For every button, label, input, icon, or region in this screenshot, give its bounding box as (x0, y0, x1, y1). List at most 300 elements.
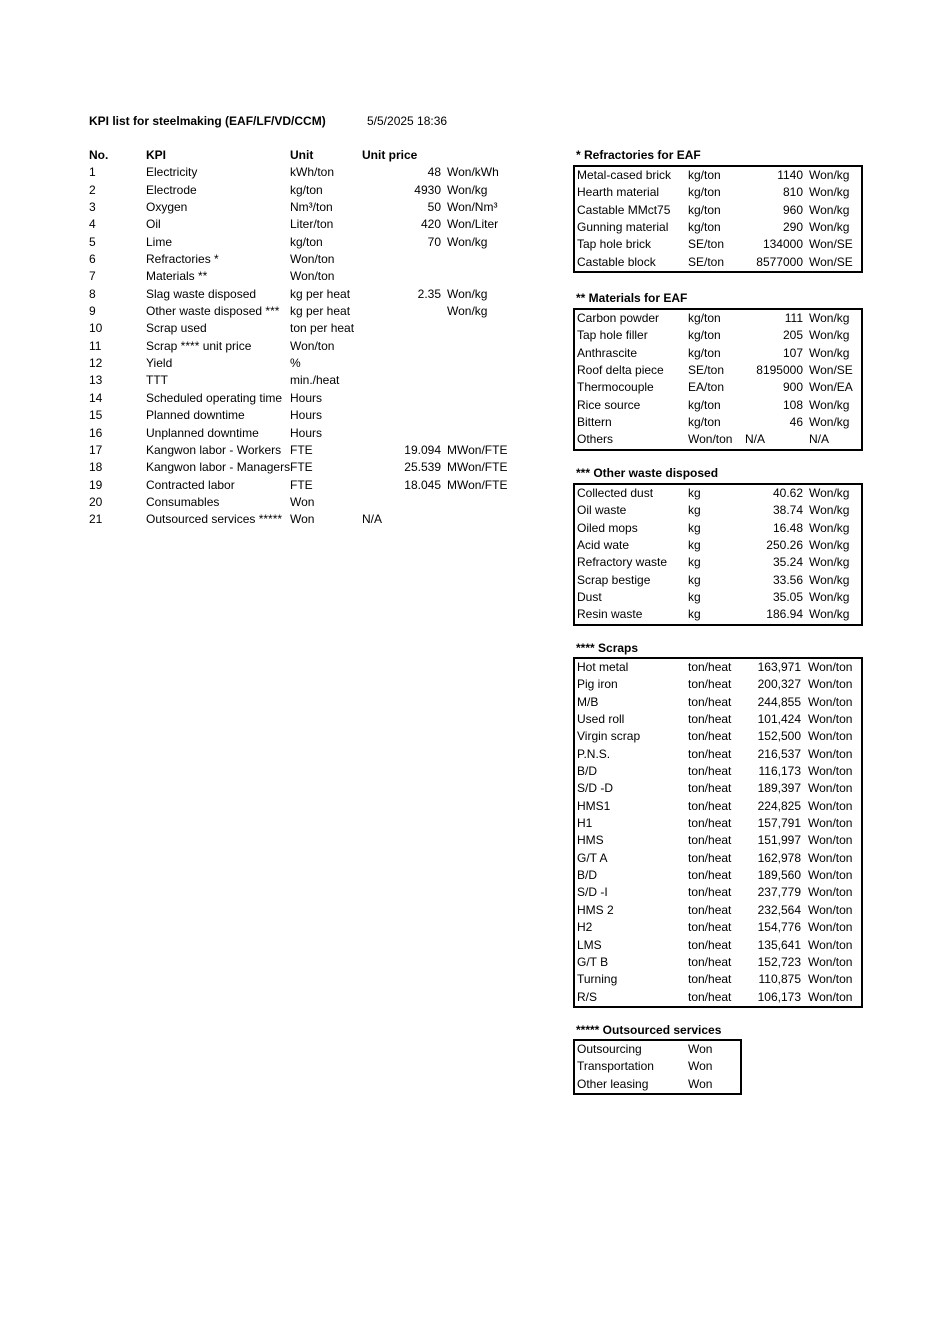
item-name: Collected dust (577, 486, 654, 500)
item-unit: kg/ton (688, 168, 721, 182)
kpi-row (88, 459, 518, 476)
item-name: HMS (577, 833, 604, 848)
item-price-unit: Won/ton (808, 816, 853, 831)
item-price: 189,560 (757, 868, 801, 883)
page-title: KPI list for steelmaking (EAF/LF/VD/CCM) (89, 114, 326, 128)
outsourced-row (575, 1041, 740, 1058)
item-name: P.N.S. (577, 746, 611, 761)
other-waste-row (575, 589, 861, 606)
kpi-number: 11 (89, 338, 102, 353)
item-price-unit: Won/ton (808, 677, 853, 692)
item-unit: Won/ton (688, 432, 733, 447)
item-name: Carbon powder (577, 311, 660, 325)
kpi-row (88, 407, 518, 424)
item-name: Transportation (577, 1059, 654, 1074)
item-unit: ton/heat (688, 712, 732, 727)
item-name: Acid wate (577, 538, 630, 553)
kpi-number: 20 (89, 494, 103, 509)
kpi-unit: Hours (290, 390, 323, 405)
other-waste-row (575, 502, 861, 519)
item-price: 960 (782, 202, 803, 217)
item-price-unit: Won/kg (809, 590, 850, 605)
other-waste-row (575, 520, 861, 537)
item-price: 151,997 (757, 833, 801, 848)
kpi-unit: FTE (290, 460, 313, 475)
scraps-row (575, 780, 861, 797)
item-price: 134000 (762, 237, 803, 252)
kpi-number: 17 (89, 442, 103, 457)
kpi-number: 12 (89, 356, 103, 371)
kpi-unit-price: 50 (427, 200, 441, 215)
item-price: 186.94 (766, 607, 803, 622)
item-unit: Won (688, 1059, 713, 1074)
item-name: Metal-cased brick (577, 168, 672, 182)
item-name: LMS (577, 937, 602, 952)
kpi-number: 8 (89, 286, 96, 301)
item-price-unit: Won/kg (809, 520, 850, 535)
item-name: Other leasing (577, 1076, 649, 1091)
kpi-unit-price: 420 (420, 217, 441, 232)
item-price: 38.74 (772, 503, 803, 518)
item-price-unit: Won/ton (808, 729, 853, 744)
other-waste-row (575, 572, 861, 589)
item-name: S/D -D (577, 781, 613, 796)
header-unit: Unit (290, 148, 314, 162)
kpi-unit: Won/ton (290, 338, 335, 353)
item-name: Virgin scrap (577, 729, 641, 744)
kpi-unit-price: 4930 (414, 182, 441, 197)
item-unit: SE/ton (688, 254, 725, 269)
item-name: Tap hole filler (577, 328, 648, 343)
item-price: 237,779 (757, 885, 801, 900)
kpi-unit-price-unit: Won/Nm³ (447, 200, 498, 215)
kpi-number: 3 (89, 200, 96, 215)
item-price-unit: Won/kg (809, 572, 850, 587)
kpi-number: 9 (89, 304, 96, 319)
item-price-unit: Won/ton (808, 712, 853, 727)
materials-row (575, 345, 861, 362)
item-unit: kg/ton (688, 345, 721, 360)
item-price-unit: Won/kg (809, 415, 850, 430)
kpi-name: Yield (146, 356, 173, 371)
item-price: 290 (782, 220, 803, 235)
item-price: 232,564 (757, 902, 801, 917)
kpi-name: Scrap used (146, 321, 207, 336)
scraps-row (575, 815, 861, 832)
scraps-row (575, 832, 861, 849)
scraps-row (575, 659, 861, 676)
kpi-row (88, 338, 518, 355)
kpi-unit: min./heat (290, 373, 340, 388)
kpi-name: TTT (146, 373, 168, 388)
kpi-row (88, 199, 518, 216)
kpi-row (88, 425, 518, 442)
item-name: Oiled mops (577, 520, 638, 535)
kpi-unit: % (290, 356, 301, 371)
kpi-unit-price-unit: Won/kg (447, 286, 488, 301)
item-price: 189,397 (757, 781, 801, 796)
kpi-row (88, 390, 518, 407)
item-price-unit: Won/ton (808, 850, 853, 865)
item-unit: kg/ton (688, 415, 721, 430)
item-name: B/D (577, 868, 598, 883)
kpi-number: 13 (89, 373, 103, 388)
kpi-name: Electrode (146, 182, 197, 197)
header-kpi: KPI (146, 148, 167, 162)
kpi-name: Slag waste disposed (146, 286, 257, 301)
item-unit: kg/ton (688, 202, 721, 217)
refractories-row (575, 202, 861, 219)
kpi-number: 15 (89, 408, 103, 423)
item-name: Thermocouple (577, 380, 654, 395)
item-price: 8577000 (756, 254, 803, 269)
item-unit: ton/heat (688, 833, 732, 848)
item-unit: ton/heat (688, 677, 732, 692)
scraps-row (575, 919, 861, 936)
kpi-name: Refractories * (146, 252, 219, 267)
item-name: Bittern (577, 415, 612, 430)
item-unit: kg (688, 572, 701, 587)
outsourced-title: ***** Outsourced services (576, 1023, 722, 1037)
item-name: Scrap bestige (577, 572, 651, 587)
kpi-unit: Won/ton (290, 252, 335, 267)
kpi-unit: Nm³/ton (290, 200, 333, 215)
item-price-unit: Won/kg (809, 503, 850, 518)
item-price-unit: Won/kg (809, 168, 850, 182)
kpi-row (88, 303, 518, 320)
kpi-unit-price-unit: MWon/FTE (447, 477, 508, 492)
item-price-unit: Won/EA (809, 380, 853, 395)
kpi-number: 6 (89, 252, 96, 267)
scraps-row (575, 884, 861, 901)
kpi-unit-price-unit: Won/kg (447, 182, 488, 197)
item-unit: kg (688, 538, 701, 553)
scraps-row (575, 902, 861, 919)
item-price: 152,500 (757, 729, 801, 744)
item-unit: kg/ton (688, 220, 721, 235)
other-waste-row (575, 537, 861, 554)
item-unit: ton/heat (688, 798, 732, 813)
item-price-unit: Won/kg (809, 397, 850, 412)
item-unit: ton/heat (688, 729, 732, 744)
kpi-name: Oil (146, 217, 161, 232)
item-price-unit: Won/kg (809, 311, 850, 325)
kpi-number: 14 (89, 390, 103, 405)
item-unit: ton/heat (688, 816, 732, 831)
timestamp: 5/5/2025 18:36 (367, 114, 448, 128)
item-name: G/T A (577, 850, 608, 865)
refractories-table (573, 165, 863, 273)
item-name: Oil waste (577, 503, 627, 518)
kpi-name: Consumables (146, 494, 220, 509)
item-price-unit: Won/SE (809, 363, 853, 378)
kpi-number: 10 (89, 321, 103, 336)
item-price: 35.24 (772, 555, 803, 570)
kpi-unit-price: 70 (427, 234, 441, 249)
item-name: Refractory waste (577, 555, 668, 570)
item-unit: ton/heat (688, 989, 732, 1004)
kpi-unit-price-unit: Won/Liter (447, 217, 499, 232)
kpi-name: Kangwon labor - Managers (146, 460, 291, 475)
kpi-name: Scheduled operating time (146, 390, 283, 405)
kpi-number: 5 (89, 234, 96, 249)
kpi-name: Contracted labor (146, 477, 235, 492)
scraps-row (575, 954, 861, 971)
item-name: Gunning material (577, 220, 669, 235)
item-name: Outsourcing (577, 1042, 642, 1056)
other-waste-table (573, 483, 863, 626)
item-unit: SE/ton (688, 237, 725, 252)
kpi-row (88, 320, 518, 337)
kpi-row (88, 494, 518, 511)
materials-row (575, 414, 861, 431)
item-unit: ton/heat (688, 850, 732, 865)
kpi-unit-price: 19.094 (404, 442, 441, 457)
other-waste-title: *** Other waste disposed (576, 466, 719, 480)
item-unit: kg (688, 486, 701, 500)
kpi-name: Other waste disposed *** (146, 304, 280, 319)
item-price-unit: Won/ton (808, 694, 853, 709)
header-no: No. (89, 148, 109, 162)
kpi-unit-price-unit: Won/kg (447, 234, 488, 249)
kpi-unit-price-na: N/A (362, 512, 383, 527)
item-price: 224,825 (757, 798, 801, 813)
scraps-row (575, 937, 861, 954)
kpi-unit-price-unit: Won/kWh (447, 165, 499, 180)
outsourced-row (575, 1076, 740, 1093)
refractories-row (575, 184, 861, 201)
kpi-unit-price: 48 (427, 165, 441, 180)
item-price: 900 (782, 380, 803, 395)
kpi-row (88, 511, 518, 528)
kpi-row (88, 286, 518, 303)
item-name: Dust (577, 590, 602, 605)
item-price-unit: Won/kg (809, 607, 850, 622)
kpi-unit: Liter/ton (290, 217, 334, 232)
item-price-unit: Won/ton (808, 972, 853, 987)
item-price-unit: Won/ton (808, 746, 853, 761)
materials-row (575, 362, 861, 379)
item-price-unit: Won/ton (808, 764, 853, 779)
item-price: 35.05 (772, 590, 803, 605)
item-name: Used roll (577, 712, 625, 727)
materials-row (575, 397, 861, 414)
item-name: S/D -I (577, 885, 608, 900)
scraps-title: **** Scraps (576, 641, 639, 655)
kpi-unit-price-unit: MWon/FTE (447, 442, 508, 457)
item-name: B/D (577, 764, 598, 779)
item-price: 101,424 (757, 712, 801, 727)
kpi-name: Electricity (146, 165, 198, 180)
kpi-unit: Won (290, 512, 315, 527)
item-price-unit: Won/kg (809, 328, 850, 343)
scraps-row (575, 850, 861, 867)
kpi-row (88, 234, 518, 251)
item-price: 107 (782, 345, 803, 360)
kpi-name: Scrap **** unit price (146, 338, 252, 353)
scraps-row (575, 971, 861, 988)
item-na: N/A (745, 432, 766, 447)
scraps-row (575, 989, 861, 1006)
item-name: Roof delta piece (577, 363, 664, 378)
item-unit: ton/heat (688, 746, 732, 761)
item-unit: kg (688, 520, 701, 535)
item-price: 46 (789, 415, 803, 430)
item-unit: Won (688, 1042, 713, 1056)
item-unit: ton/heat (688, 920, 732, 935)
materials-row (575, 310, 861, 327)
item-price: 205 (782, 328, 803, 343)
item-price-unit: Won/kg (809, 555, 850, 570)
kpi-number: 2 (89, 182, 96, 197)
refractories-row (575, 254, 861, 271)
kpi-name: Outsourced services ***** (146, 512, 283, 527)
item-price-unit: Won/ton (808, 885, 853, 900)
kpi-number: 7 (89, 269, 96, 284)
item-unit: ton/heat (688, 937, 732, 952)
item-name: Anthrascite (577, 345, 638, 360)
item-price: 110,875 (758, 972, 801, 987)
item-unit: SE/ton (688, 363, 725, 378)
kpi-table (88, 147, 518, 529)
item-price: 116,173 (758, 764, 801, 779)
item-name: G/T B (577, 954, 609, 969)
item-unit: kg (688, 555, 701, 570)
materials-row (575, 379, 861, 396)
item-price-unit: Won/ton (808, 989, 853, 1004)
kpi-number: 18 (89, 460, 103, 475)
item-price: 163,971 (757, 660, 801, 674)
item-name: M/B (577, 694, 599, 709)
item-price: 135,641 (757, 937, 801, 952)
item-name: Castable block (577, 254, 656, 269)
item-name: H1 (577, 816, 593, 831)
kpi-unit-price-unit: MWon/FTE (447, 460, 508, 475)
scraps-row (575, 728, 861, 745)
kpi-row (88, 268, 518, 285)
kpi-row (88, 216, 518, 233)
item-price-unit: Won/ton (808, 868, 853, 883)
item-price-unit: Won/kg (809, 202, 850, 217)
item-name: HMS1 (577, 798, 611, 813)
kpi-number: 21 (89, 512, 103, 527)
item-price: 16.48 (772, 520, 803, 535)
kpi-number: 16 (89, 425, 103, 440)
item-price-unit: Won/kg (809, 538, 850, 553)
item-name: Resin waste (577, 607, 643, 622)
item-price: 200,327 (757, 677, 801, 692)
kpi-unit-price: 2.35 (417, 286, 441, 301)
item-unit: ton/heat (688, 972, 732, 987)
item-price: 111 (784, 311, 803, 325)
item-unit: ton/heat (688, 902, 732, 917)
kpi-unit: Hours (290, 425, 323, 440)
item-name: Tap hole brick (577, 237, 652, 252)
kpi-unit-price: 18.045 (404, 477, 441, 492)
item-price-unit: Won/ton (808, 902, 853, 917)
scraps-table (573, 657, 863, 1008)
item-unit: ton/heat (688, 781, 732, 796)
item-price: 154,776 (757, 920, 801, 935)
outsourced-row (575, 1058, 740, 1075)
item-price: 40.62 (772, 486, 803, 500)
kpi-name: Lime (146, 234, 173, 249)
item-price: 152,723 (757, 954, 801, 969)
scraps-row (575, 711, 861, 728)
item-price: 244,855 (757, 694, 801, 709)
kpi-name: Materials ** (146, 269, 208, 284)
item-price-unit: Won/kg (809, 185, 850, 200)
kpi-rows (88, 164, 518, 528)
materials-table (573, 308, 863, 451)
item-price: 106,173 (757, 989, 801, 1004)
scraps-row (575, 867, 861, 884)
item-name: R/S (577, 989, 598, 1004)
item-price: 8195000 (756, 363, 803, 378)
item-unit: Won (688, 1076, 713, 1091)
other-waste-row (575, 606, 861, 623)
kpi-name: Unplanned downtime (146, 425, 259, 440)
item-price-unit: Won/ton (808, 920, 853, 935)
kpi-unit: kg per heat (290, 304, 351, 319)
other-waste-row (575, 554, 861, 571)
item-price: 108 (782, 397, 803, 412)
item-price-na: N/A (809, 432, 830, 447)
item-name: Hearth material (577, 185, 660, 200)
scraps-row (575, 798, 861, 815)
kpi-name: Planned downtime (146, 408, 245, 423)
item-unit: ton/heat (688, 694, 732, 709)
item-unit: kg (688, 503, 701, 518)
kpi-number: 19 (89, 477, 103, 492)
item-unit: ton/heat (688, 660, 732, 674)
kpi-unit: kg per heat (290, 286, 351, 301)
kpi-row (88, 355, 518, 372)
kpi-unit: FTE (290, 477, 313, 492)
item-unit: ton/heat (688, 885, 732, 900)
kpi-unit: Won/ton (290, 269, 335, 284)
item-name: H2 (577, 920, 593, 935)
item-name: Hot metal (577, 660, 629, 674)
kpi-unit: Hours (290, 408, 323, 423)
item-price-unit: Won/ton (808, 660, 853, 674)
header-unit-price: Unit price (362, 148, 418, 162)
item-price-unit: Won/ton (808, 781, 853, 796)
other-waste-row (575, 485, 861, 502)
item-unit: ton/heat (688, 764, 732, 779)
kpi-unit: Won (290, 494, 315, 509)
item-price: 810 (782, 185, 803, 200)
kpi-unit: kg/ton (290, 182, 323, 197)
kpi-row (88, 372, 518, 389)
item-unit: kg (688, 607, 701, 622)
refractories-title: * Refractories for EAF (576, 148, 701, 162)
item-unit: kg/ton (688, 397, 721, 412)
kpi-unit: ton per heat (290, 321, 355, 336)
kpi-name: Kangwon labor - Workers (146, 442, 282, 457)
kpi-unit: kg/ton (290, 234, 323, 249)
item-price-unit: Won/kg (809, 486, 850, 500)
item-price-unit: Won/ton (808, 798, 853, 813)
item-price-unit: Won/ton (808, 833, 853, 848)
kpi-row (88, 164, 518, 181)
item-unit: ton/heat (688, 954, 732, 969)
scraps-row (575, 746, 861, 763)
item-name: Others (577, 432, 614, 447)
kpi-unit-price-unit: Won/kg (447, 304, 488, 319)
item-price-unit: Won/ton (808, 937, 853, 952)
materials-title: ** Materials for EAF (576, 291, 688, 305)
